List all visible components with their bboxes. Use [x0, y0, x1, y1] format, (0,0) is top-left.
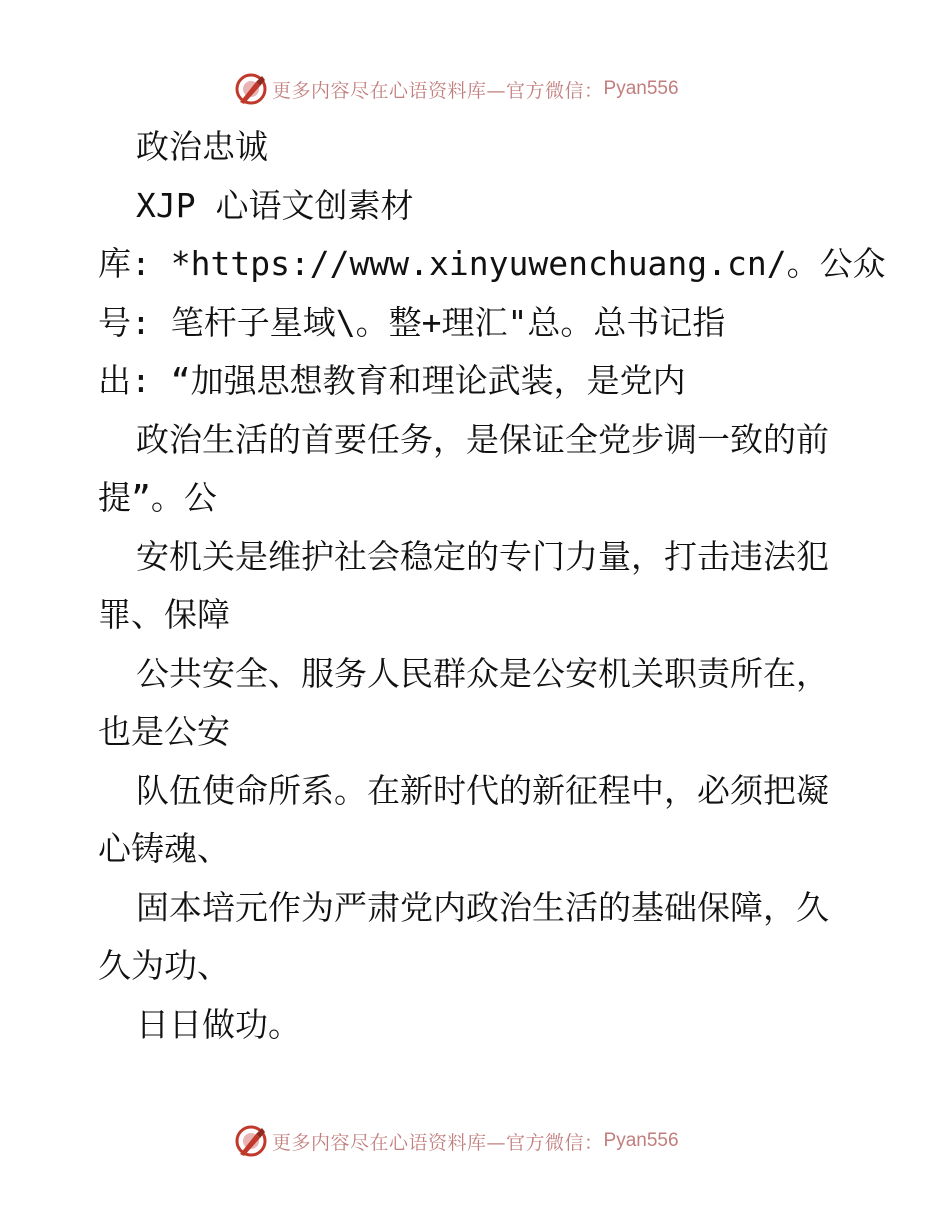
text-line: 也是公安: [98, 712, 230, 751]
text-line: 安机关是维护社会稳定的专门力量，打击违法犯: [136, 536, 829, 576]
text-line: 公共安全、服务人民群众是公安机关职责所在，: [136, 653, 829, 693]
wechat-id: Pyan556: [603, 78, 679, 99]
text-line: 出: “加强思想教育和理论武装，是党内: [98, 361, 686, 400]
text-line: 罪、保障: [98, 595, 230, 634]
banner-text: 更多内容尽在心语资料库—官方微信：: [272, 79, 604, 102]
text-line: 久为功、: [98, 946, 230, 985]
document-body: [98, 118, 886, 1054]
pen-logo-icon: [234, 72, 268, 106]
footer-banner: [234, 1124, 679, 1158]
header-banner: [234, 72, 679, 106]
text-line: 号: 笔杆子星域\。整+理汇"总。总书记指: [98, 302, 726, 342]
pen-logo-icon: [234, 1124, 268, 1158]
wechat-id: Pyan556: [603, 1130, 679, 1151]
text-line: 政治生活的首要任务，是保证全党步调一致的前: [136, 419, 829, 459]
text-line: 提”。公: [98, 478, 217, 517]
text-line: 心铸魂、: [98, 829, 230, 868]
text-line: XJP 心语文创素材: [136, 185, 414, 225]
text-line: 库: *https://www.xinyuwenchuang.cn/。公众: [98, 244, 886, 283]
text-line: 队伍使命所系。在新时代的新征程中，必须把凝: [136, 770, 829, 810]
text-line: 固本培元作为严肃党内政治生活的基础保障，久: [136, 887, 829, 927]
banner-text: 更多内容尽在心语资料库—官方微信：: [272, 1131, 604, 1154]
text-line: 日日做功。: [136, 1004, 301, 1044]
text-line: 政治忠诚: [136, 127, 268, 166]
